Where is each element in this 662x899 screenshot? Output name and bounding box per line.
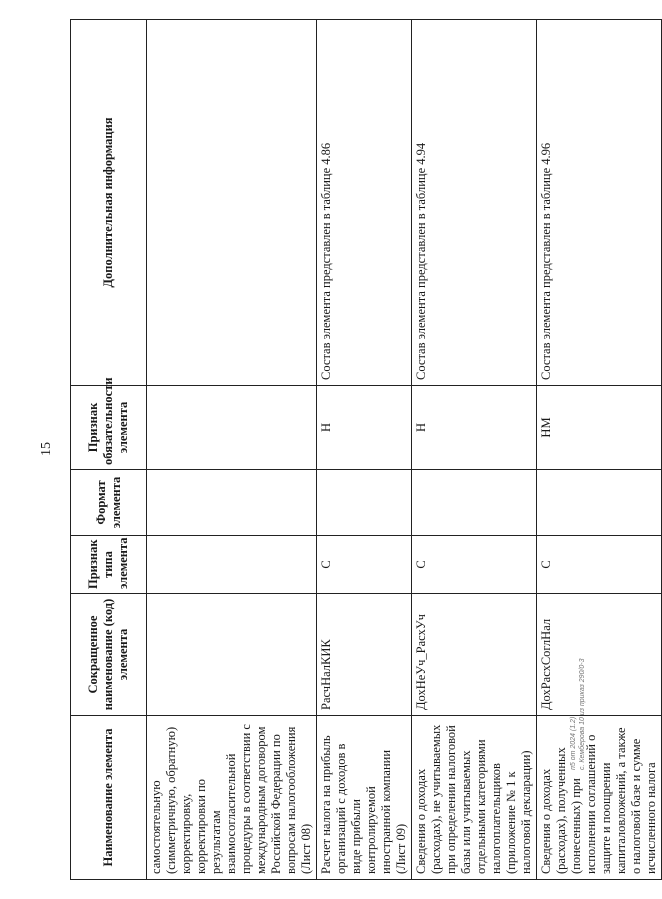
header-code: Сокращенное наименование (код) элемента	[71, 594, 147, 716]
cell-required: Н	[412, 386, 537, 470]
cell-code: ДохРасхСоглНал	[537, 594, 662, 716]
cell-name: Расчет налога на прибыль организаций с доходов в виде прибыли контролируемой иностранной компании (Лист 09)	[317, 716, 412, 880]
cell-required	[147, 386, 317, 470]
cell-format	[147, 470, 317, 536]
cell-code	[147, 594, 317, 716]
table-row	[537, 20, 662, 880]
table-row	[412, 20, 537, 880]
cell-name: Сведения о доходах (расходах), полученных (понесенных) при исполнении соглашений о защите и поощрении капиталовложений, а также о налоговой базе и сумме исчисленного налога	[537, 716, 662, 880]
cell-name: Сведения о доходах (расходах), не учитываемых при определении налоговой базы или учитываемых отдельными категориями налогоплательщиков (приложение № 1 к налоговой декларации)	[412, 716, 537, 880]
header-type: Признак типа элемента	[71, 536, 147, 594]
stamp-line: п5 от 2024 (1.2)	[570, 716, 577, 770]
table-header-row	[71, 20, 147, 880]
cell-type	[147, 536, 317, 594]
cell-info	[147, 20, 317, 386]
header-required: Признак обязательности элемента	[71, 386, 147, 470]
registration-stamp	[569, 650, 587, 770]
cell-format	[412, 470, 537, 536]
cell-type: С	[537, 536, 662, 594]
cell-code: РасчНалКИК	[317, 594, 412, 716]
stamp-line: с. Кемберова 10 из приказ 290/0-3	[579, 658, 586, 770]
cell-name: самостоятельную (симметричную, обратную) корректировку, корректировки по результатам взаимосогласительной процедуры в соответствии с международным договором Российской Федерации по вопросам налогообложения (Лист 08)	[147, 716, 317, 880]
rotated-table-container	[70, 20, 658, 880]
cell-required: Н	[317, 386, 412, 470]
header-name: Наименование элемента	[71, 716, 147, 880]
table-row	[147, 20, 317, 880]
cell-info: Состав элемента представлен в таблице 4.94	[412, 20, 537, 386]
header-format: Формат элемента	[71, 470, 147, 536]
table-row	[317, 20, 412, 880]
cell-type: С	[317, 536, 412, 594]
cell-info: Состав элемента представлен в таблице 4.86	[317, 20, 412, 386]
cell-info: Состав элемента представлен в таблице 4.96	[537, 20, 662, 386]
header-info: Дополнительная информация	[71, 20, 147, 386]
cell-required: НМ	[537, 386, 662, 470]
cell-type: С	[412, 536, 537, 594]
cell-code: ДохНеУч_РасхУч	[412, 594, 537, 716]
cell-format	[317, 470, 412, 536]
cell-format	[537, 470, 662, 536]
page-number: 15	[39, 442, 54, 456]
